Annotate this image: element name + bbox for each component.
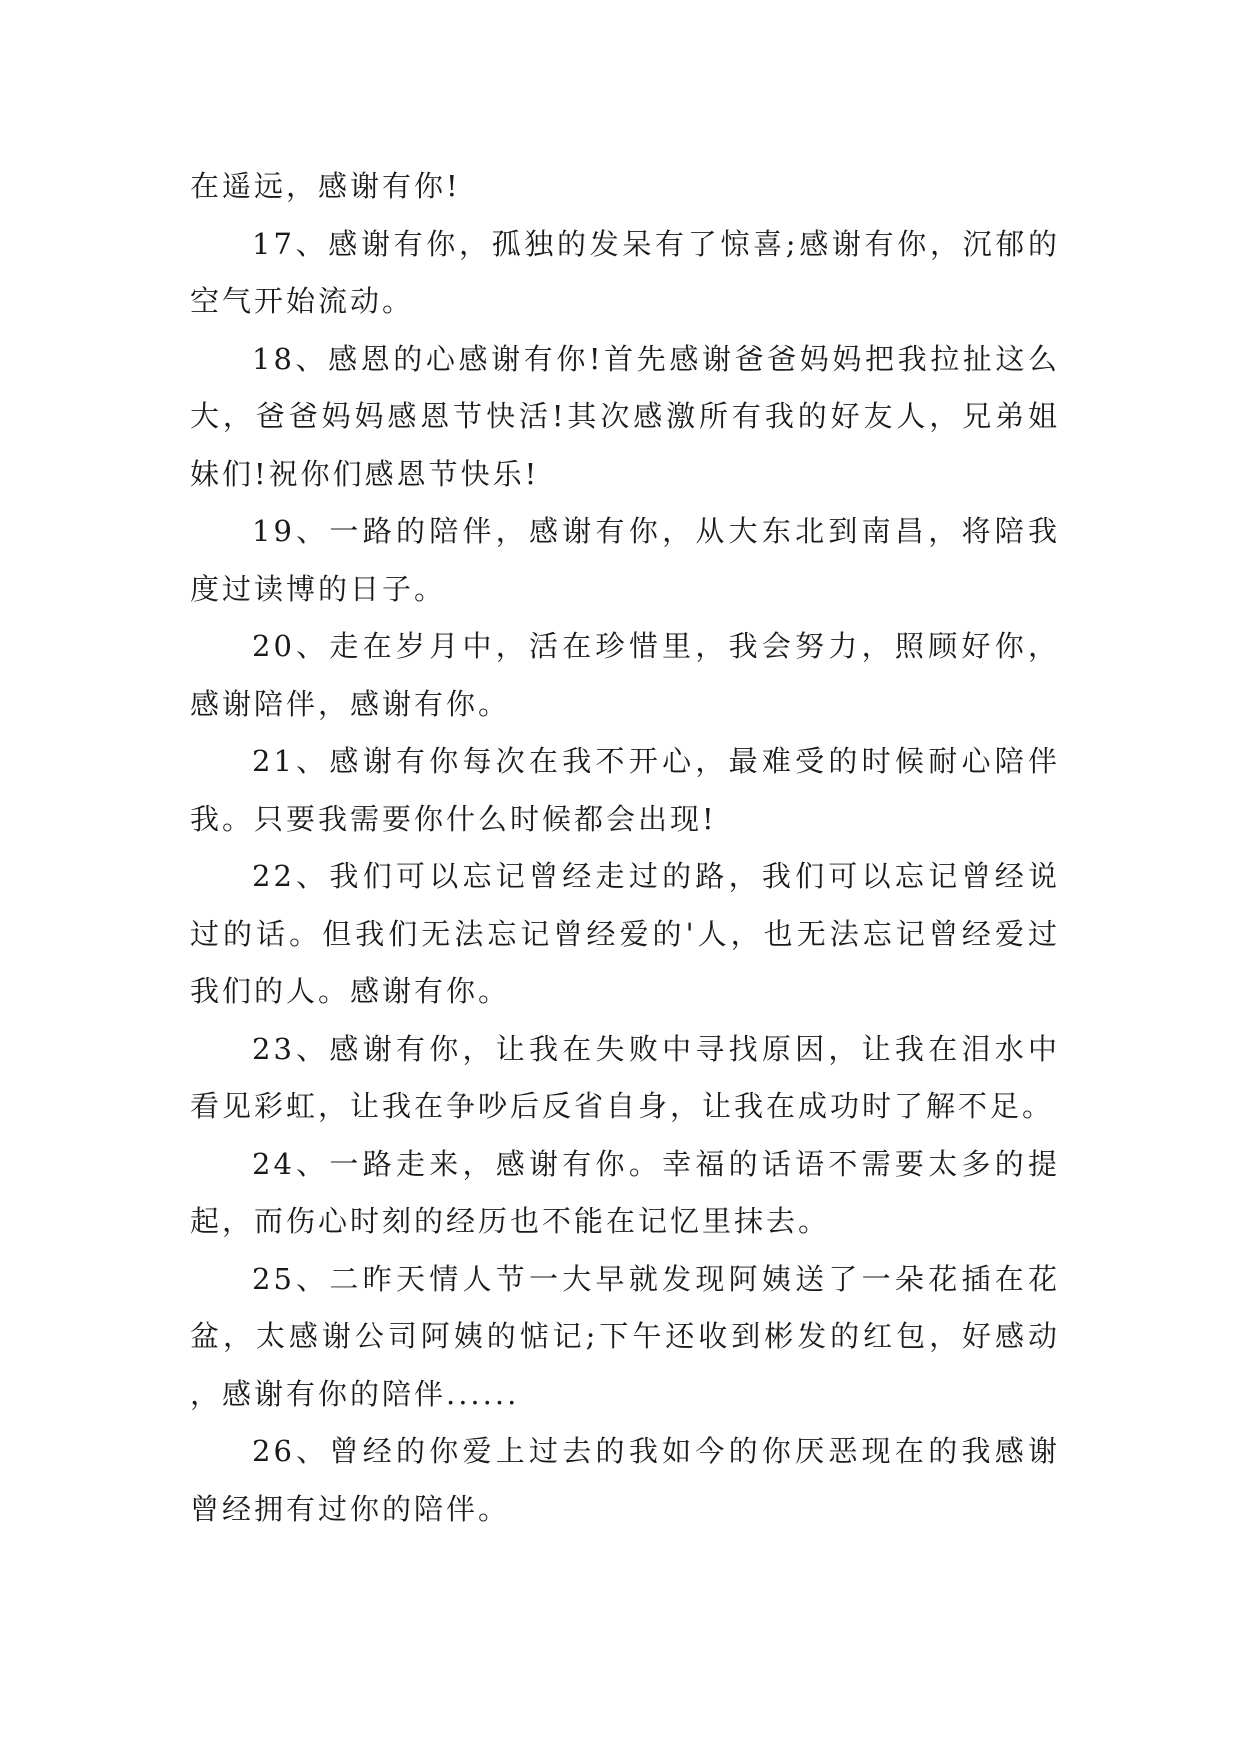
- paragraph-22: 22、我们可以忘记曾经走过的路，我们可以忘记曾经说过的话。但我们无法忘记曾经爱的'人，也无法忘记曾经爱过我们的人。感谢有你。: [190, 859, 1060, 1008]
- paragraph-21: 21、感谢有你每次在我不开心，最难受的时候耐心陪伴我。只要我需要你什么时候都会出现!: [190, 744, 1060, 836]
- paragraph-20: 20、走在岁月中，活在珍惜里，我会努力，照顾好你，感谢陪伴，感谢有你。: [190, 629, 1060, 721]
- paragraph-17: 17、感谢有你，孤独的发呆有了惊喜;感谢有你，沉郁的空气开始流动。: [190, 226, 1060, 318]
- paragraph-24: 24、一路走来，感谢有你。幸福的话语不需要太多的提起，而伤心时刻的经历也不能在记忆里抹去。: [190, 1146, 1060, 1238]
- paragraph-23: 23、感谢有你，让我在失败中寻找原因，让我在泪水中看见彩虹，让我在争吵后反省自身，让我在成功时了解不足。: [190, 1031, 1060, 1123]
- paragraph-continuation: 在遥远，感谢有你!: [190, 169, 461, 203]
- paragraph-26: 26、曾经的你爱上过去的我如今的你厌恶现在的我感谢曾经拥有过你的陪伴。: [190, 1434, 1060, 1526]
- paragraph-19: 19、一路的陪伴，感谢有你，从大东北到南昌，将陪我度过读博的日子。: [190, 514, 1060, 606]
- paragraph-18: 18、感恩的心感谢有你!首先感谢爸爸妈妈把我拉扯这么大，爸爸妈妈感恩节快活!其次感激所有我的好友人，兄弟姐妹们!祝你们感恩节快乐!: [190, 341, 1060, 491]
- paragraph-25: 25、二昨天情人节一大早就发现阿姨送了一朵花插在花盆，太感谢公司阿姨的惦记;下午还收到彬发的红包，好感动，感谢有你的陪伴......: [190, 1261, 1060, 1411]
- document-body: [190, 158, 1060, 1538]
